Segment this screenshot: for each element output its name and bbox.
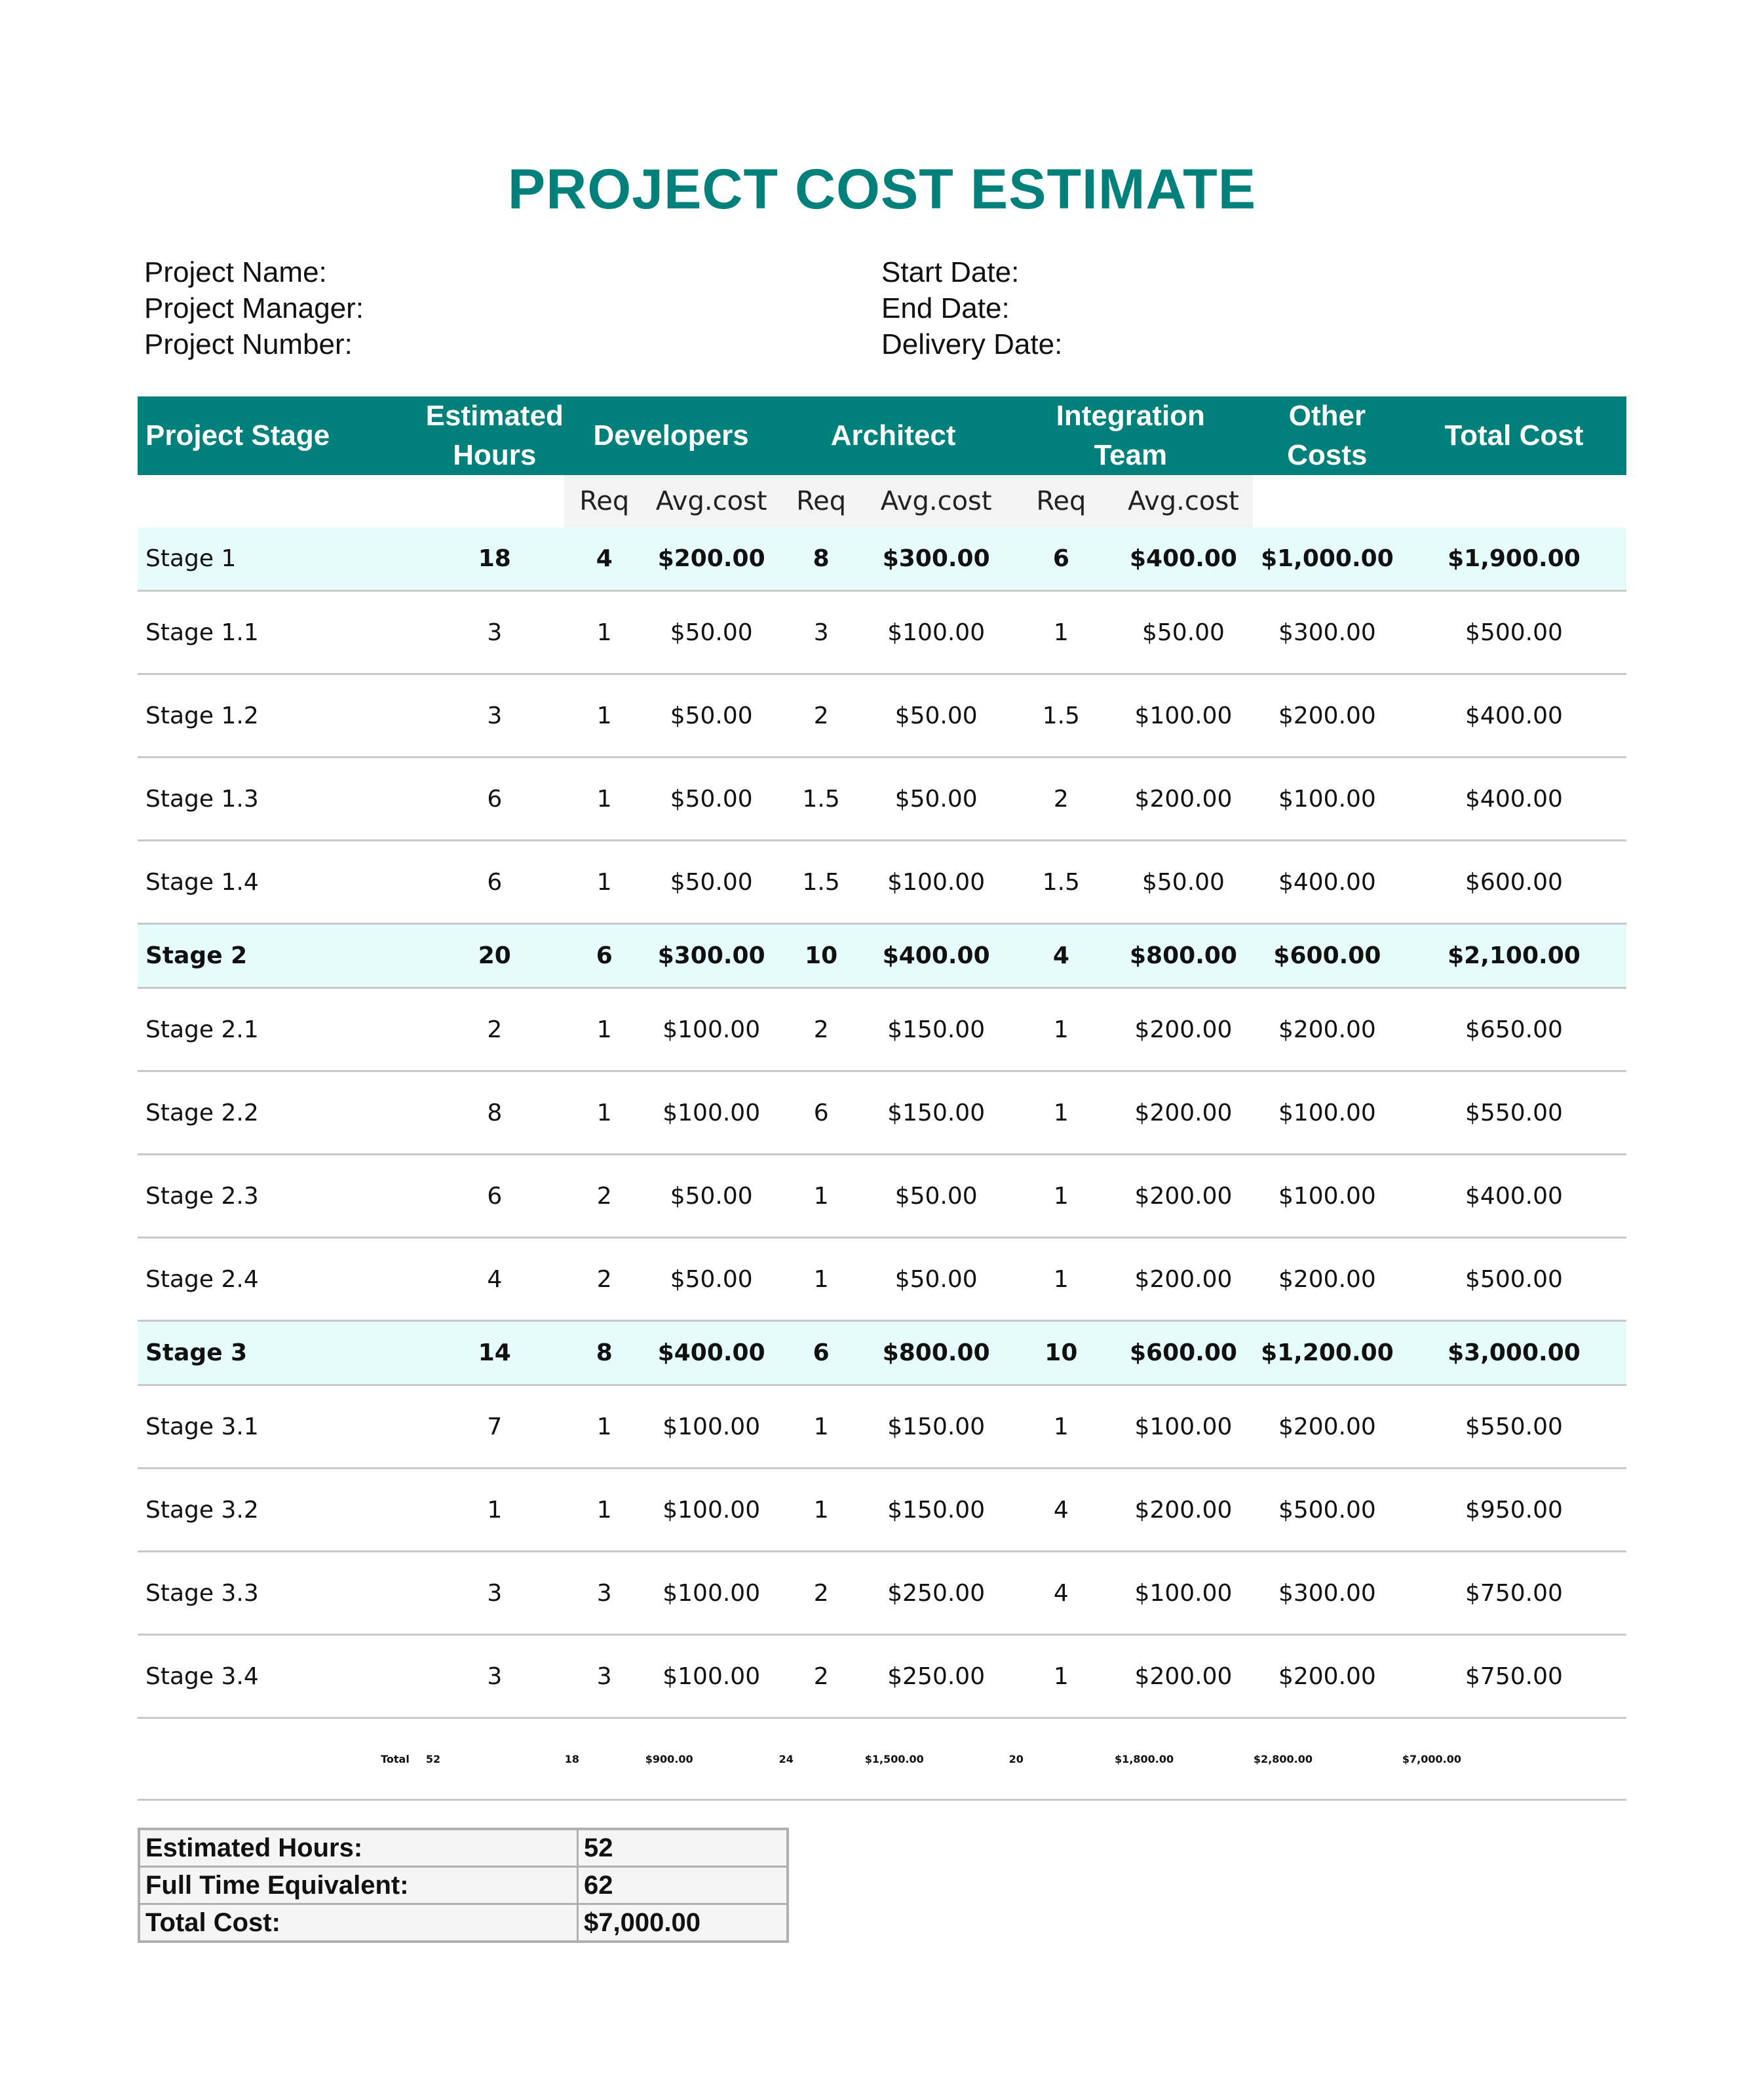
dev-req: 1 [564, 1071, 645, 1155]
other-costs: $1,000.00 [1253, 528, 1402, 591]
table-body [138, 528, 1626, 1718]
project-info-right [881, 254, 1062, 362]
total-arc-req: 24 [778, 1718, 864, 1800]
dev-avg: $50.00 [645, 674, 778, 758]
arc-req: 8 [778, 528, 864, 591]
dev-req: 3 [564, 1635, 645, 1718]
int-avg: $100.00 [1114, 1385, 1253, 1469]
arc-avg: $150.00 [864, 1071, 1008, 1155]
header-integration-line2: Team [1094, 439, 1168, 471]
dev-avg: $100.00 [645, 1635, 778, 1718]
arc-req: 6 [778, 1071, 864, 1155]
subheader-dev-req: Req [564, 475, 645, 528]
table-row [138, 1552, 1626, 1635]
header-other-costs [1253, 396, 1402, 475]
stage-hours: 3 [425, 1635, 564, 1718]
other-costs: $500.00 [1253, 1469, 1402, 1552]
int-avg: $600.00 [1114, 1321, 1253, 1385]
arc-req: 1 [778, 1238, 864, 1321]
summary-table [138, 1828, 789, 1943]
stage-hours: 3 [425, 674, 564, 758]
dev-avg: $50.00 [645, 1155, 778, 1238]
stage-name: Stage 1.3 [138, 758, 425, 841]
total-cost: $500.00 [1402, 591, 1626, 674]
int-req: 4 [1008, 1552, 1114, 1635]
stage-name: Stage 2.1 [138, 988, 425, 1071]
other-costs: $300.00 [1253, 591, 1402, 674]
total-cost: $500.00 [1402, 1238, 1626, 1321]
table-row [138, 1238, 1626, 1321]
header-other-line2: Costs [1287, 439, 1368, 471]
subheader-int-req: Req [1008, 475, 1114, 528]
stage-hours: 2 [425, 988, 564, 1071]
int-req: 6 [1008, 528, 1114, 591]
dev-req: 4 [564, 528, 645, 591]
stage-hours: 1 [425, 1469, 564, 1552]
int-req: 1.5 [1008, 841, 1114, 924]
int-avg: $200.00 [1114, 1155, 1253, 1238]
project-name-label: Project Name: [144, 256, 327, 288]
dev-req: 6 [564, 924, 645, 988]
page-title: PROJECT COST ESTIMATE [507, 158, 1257, 221]
int-avg: $50.00 [1114, 591, 1253, 674]
stage-hours: 3 [425, 1552, 564, 1635]
other-costs: $100.00 [1253, 758, 1402, 841]
start-date-label: Start Date: [881, 256, 1020, 288]
int-avg: $200.00 [1114, 1635, 1253, 1718]
stage-name: Stage 3 [138, 1321, 425, 1385]
summary-fte-value: 62 [578, 1867, 788, 1904]
subheader-blank [138, 475, 425, 528]
int-avg: $200.00 [1114, 1071, 1253, 1155]
total-cost: $550.00 [1402, 1071, 1626, 1155]
arc-req: 3 [778, 591, 864, 674]
dev-req: 3 [564, 1552, 645, 1635]
subheader-dev-avg: Avg.cost [645, 475, 778, 528]
total-cost: $2,100.00 [1402, 924, 1626, 988]
stage-hours: 20 [425, 924, 564, 988]
table-row [138, 674, 1626, 758]
dev-req: 1 [564, 591, 645, 674]
arc-avg: $800.00 [864, 1321, 1008, 1385]
dev-avg: $200.00 [645, 528, 778, 591]
other-costs: $100.00 [1253, 1155, 1402, 1238]
other-costs: $200.00 [1253, 674, 1402, 758]
total-int-req: 20 [1008, 1718, 1114, 1800]
arc-req: 2 [778, 674, 864, 758]
arc-req: 2 [778, 1635, 864, 1718]
other-costs: $600.00 [1253, 924, 1402, 988]
total-cost: $600.00 [1402, 841, 1626, 924]
other-costs: $100.00 [1253, 1071, 1402, 1155]
arc-req: 2 [778, 988, 864, 1071]
header-integration-line1: Integration [1056, 400, 1205, 432]
table-subheader-row [138, 475, 1626, 528]
stage-row [138, 1321, 1626, 1385]
arc-req: 1.5 [778, 758, 864, 841]
arc-avg: $400.00 [864, 924, 1008, 988]
delivery-date-label: Delivery Date: [881, 328, 1063, 360]
dev-avg: $100.00 [645, 1071, 778, 1155]
arc-avg: $50.00 [864, 1155, 1008, 1238]
other-costs: $200.00 [1253, 1385, 1402, 1469]
table-row [138, 758, 1626, 841]
summary-fte-label: Full Time Equivalent: [139, 1867, 578, 1904]
int-avg: $100.00 [1114, 1552, 1253, 1635]
total-arc-avg: $1,500.00 [864, 1718, 1008, 1800]
stage-hours: 6 [425, 841, 564, 924]
int-req: 2 [1008, 758, 1114, 841]
other-costs: $200.00 [1253, 988, 1402, 1071]
dev-req: 1 [564, 988, 645, 1071]
dev-avg: $100.00 [645, 1385, 778, 1469]
int-req: 1 [1008, 1635, 1114, 1718]
arc-req: 6 [778, 1321, 864, 1385]
summary-row [139, 1867, 788, 1904]
stage-hours: 3 [425, 591, 564, 674]
int-req: 1 [1008, 1071, 1114, 1155]
dev-avg: $300.00 [645, 924, 778, 988]
stage-name: Stage 2.4 [138, 1238, 425, 1321]
stage-hours: 7 [425, 1385, 564, 1469]
project-info-left [144, 254, 364, 362]
stage-hours: 6 [425, 758, 564, 841]
header-other-line1: Other [1288, 400, 1366, 432]
int-avg: $100.00 [1114, 674, 1253, 758]
int-req: 10 [1008, 1321, 1114, 1385]
dev-avg: $50.00 [645, 841, 778, 924]
stage-name: Stage 3.2 [138, 1469, 425, 1552]
table-row [138, 1385, 1626, 1469]
int-avg: $50.00 [1114, 841, 1253, 924]
dev-avg: $400.00 [645, 1321, 778, 1385]
project-manager-label: Project Manager: [144, 292, 364, 324]
dev-req: 1 [564, 1385, 645, 1469]
arc-req: 1 [778, 1385, 864, 1469]
int-avg: $200.00 [1114, 758, 1253, 841]
dev-req: 2 [564, 1155, 645, 1238]
total-cost: $950.00 [1402, 1469, 1626, 1552]
int-avg: $400.00 [1114, 528, 1253, 591]
total-cost: $750.00 [1402, 1552, 1626, 1635]
stage-name: Stage 3.1 [138, 1385, 425, 1469]
int-req: 4 [1008, 924, 1114, 988]
int-req: 4 [1008, 1469, 1114, 1552]
header-project-stage: Project Stage [138, 396, 425, 475]
table-total-row [138, 1718, 1626, 1800]
stage-name: Stage 2.3 [138, 1155, 425, 1238]
arc-avg: $50.00 [864, 674, 1008, 758]
stage-name: Stage 3.4 [138, 1635, 425, 1718]
stage-name: Stage 1.4 [138, 841, 425, 924]
header-total-cost: Total Cost [1402, 396, 1626, 475]
header-estimated-hours [425, 396, 564, 475]
int-avg: $800.00 [1114, 924, 1253, 988]
int-avg: $200.00 [1114, 988, 1253, 1071]
subheader-blank [425, 475, 564, 528]
dev-avg: $100.00 [645, 1469, 778, 1552]
header-hours-line2: Hours [453, 439, 537, 471]
total-label: Total [138, 1718, 425, 1800]
stage-hours: 8 [425, 1071, 564, 1155]
total-cost: $650.00 [1402, 988, 1626, 1071]
total-cost: $550.00 [1402, 1385, 1626, 1469]
arc-avg: $250.00 [864, 1635, 1008, 1718]
total-dev-req: 18 [564, 1718, 645, 1800]
arc-avg: $150.00 [864, 1385, 1008, 1469]
total-cost: $750.00 [1402, 1635, 1626, 1718]
int-req: 1.5 [1008, 674, 1114, 758]
arc-req: 1 [778, 1155, 864, 1238]
stage-hours: 18 [425, 528, 564, 591]
total-int-avg: $1,800.00 [1114, 1718, 1253, 1800]
header-architect: Architect [778, 396, 1008, 475]
int-req: 1 [1008, 591, 1114, 674]
stage-row [138, 528, 1626, 591]
summary-row [139, 1904, 788, 1942]
table-row [138, 1635, 1626, 1718]
arc-req: 1.5 [778, 841, 864, 924]
project-number-label: Project Number: [144, 328, 353, 360]
int-req: 1 [1008, 1385, 1114, 1469]
int-avg: $200.00 [1114, 1238, 1253, 1321]
dev-avg: $100.00 [645, 988, 778, 1071]
summary-hours-value: 52 [578, 1829, 788, 1867]
total-cost: $7,000.00 [1402, 1718, 1626, 1800]
summary-cost-value: $7,000.00 [578, 1904, 788, 1942]
int-req: 1 [1008, 1238, 1114, 1321]
stage-name: Stage 2 [138, 924, 425, 988]
int-req: 1 [1008, 1155, 1114, 1238]
table-row [138, 1469, 1626, 1552]
total-cost: $400.00 [1402, 674, 1626, 758]
arc-avg: $100.00 [864, 841, 1008, 924]
stage-hours: 14 [425, 1321, 564, 1385]
subheader-arc-req: Req [778, 475, 864, 528]
stage-row [138, 924, 1626, 988]
total-other: $2,800.00 [1253, 1718, 1402, 1800]
stage-name: Stage 1.2 [138, 674, 425, 758]
subheader-blank [1253, 475, 1402, 528]
header-hours-line1: Estimated [425, 400, 564, 432]
total-hours: 52 [425, 1718, 564, 1800]
total-dev-avg: $900.00 [645, 1718, 778, 1800]
table-row [138, 1155, 1626, 1238]
total-cost: $3,000.00 [1402, 1321, 1626, 1385]
arc-req: 10 [778, 924, 864, 988]
stage-name: Stage 2.2 [138, 1071, 425, 1155]
other-costs: $200.00 [1253, 1635, 1402, 1718]
arc-avg: $50.00 [864, 758, 1008, 841]
int-avg: $200.00 [1114, 1469, 1253, 1552]
total-cost: $400.00 [1402, 758, 1626, 841]
other-costs: $300.00 [1253, 1552, 1402, 1635]
summary-row [139, 1829, 788, 1867]
subheader-blank [1402, 475, 1626, 528]
table-header-row [138, 396, 1626, 475]
dev-req: 1 [564, 1469, 645, 1552]
stage-name: Stage 1 [138, 528, 425, 591]
stage-name: Stage 3.3 [138, 1552, 425, 1635]
dev-avg: $50.00 [645, 591, 778, 674]
stage-hours: 6 [425, 1155, 564, 1238]
dev-req: 8 [564, 1321, 645, 1385]
other-costs: $200.00 [1253, 1238, 1402, 1321]
dev-req: 1 [564, 674, 645, 758]
end-date-label: End Date: [881, 292, 1010, 324]
summary-cost-label: Total Cost: [139, 1904, 578, 1942]
other-costs: $1,200.00 [1253, 1321, 1402, 1385]
total-cost: $400.00 [1402, 1155, 1626, 1238]
arc-avg: $50.00 [864, 1238, 1008, 1321]
table-row [138, 1071, 1626, 1155]
table-row [138, 591, 1626, 674]
dev-req: 1 [564, 758, 645, 841]
arc-avg: $150.00 [864, 988, 1008, 1071]
int-req: 1 [1008, 988, 1114, 1071]
arc-avg: $300.00 [864, 528, 1008, 591]
subheader-arc-avg: Avg.cost [864, 475, 1008, 528]
table-row [138, 988, 1626, 1071]
dev-avg: $100.00 [645, 1552, 778, 1635]
stage-hours: 4 [425, 1238, 564, 1321]
arc-req: 2 [778, 1552, 864, 1635]
arc-avg: $100.00 [864, 591, 1008, 674]
dev-req: 2 [564, 1238, 645, 1321]
dev-avg: $50.00 [645, 758, 778, 841]
dev-req: 1 [564, 841, 645, 924]
other-costs: $400.00 [1253, 841, 1402, 924]
arc-avg: $250.00 [864, 1552, 1008, 1635]
subheader-int-avg: Avg.cost [1114, 475, 1253, 528]
arc-avg: $150.00 [864, 1469, 1008, 1552]
table-row [138, 841, 1626, 924]
header-developers: Developers [564, 396, 778, 475]
total-cost: $1,900.00 [1402, 528, 1626, 591]
header-integration-team [1008, 396, 1253, 475]
summary-hours-label: Estimated Hours: [139, 1829, 578, 1867]
stage-name: Stage 1.1 [138, 591, 425, 674]
dev-avg: $50.00 [645, 1238, 778, 1321]
arc-req: 1 [778, 1469, 864, 1552]
cost-estimate-table [138, 396, 1626, 1801]
